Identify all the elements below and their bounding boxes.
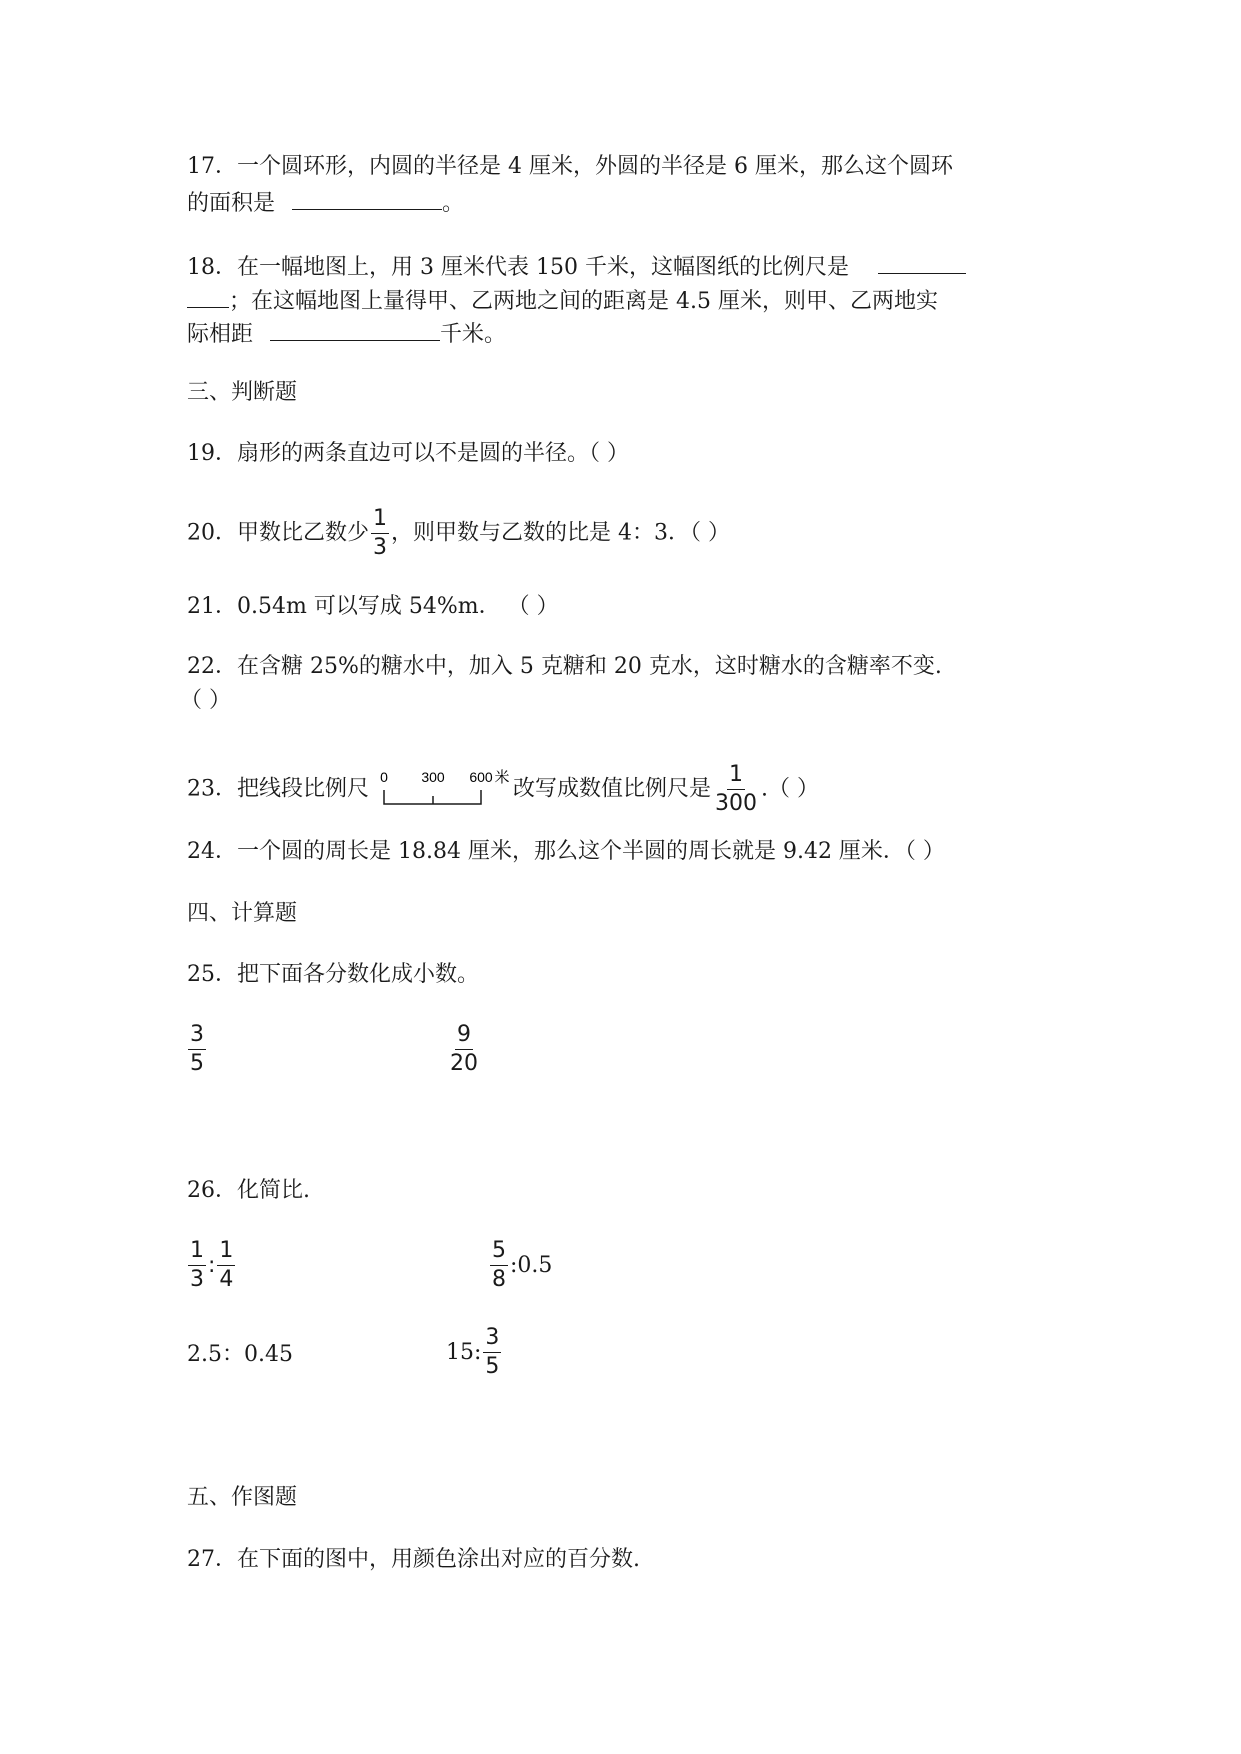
fraction-denominator: 4 [219, 1267, 234, 1292]
scale-bar-line [384, 790, 481, 804]
question-22-line1: 22．在含糖 25%的糖水中，加入 5 克糖和 20 克水，这时糖水的含糖率不变. [187, 654, 942, 679]
question-27: 27．在下面的图中，用颜色涂出对应的百分数. [187, 1547, 640, 1572]
question-24: 24．一个圆的周长是 18.84 厘米，那么这个半圆的周长就是 9.42 厘米．（ ） [187, 839, 945, 864]
answer-blank-continued[interactable] [187, 285, 229, 308]
answer-blank[interactable] [292, 187, 442, 210]
fraction-numerator: 1 [727, 762, 745, 790]
fraction-numerator: 3 [188, 1022, 206, 1050]
fraction-item [446, 1022, 482, 1077]
question-20-text: 20．甲数比乙数少 [187, 520, 369, 546]
line-segment-scale [376, 767, 510, 812]
section-heading: 四、计算题 [187, 901, 298, 926]
question-17-end: 。 [442, 191, 465, 216]
question-23-text-end: .（ ） [761, 776, 820, 802]
fraction-numerator: 1 [188, 1238, 206, 1266]
question-18-line1 [187, 251, 966, 283]
section-heading: 三、判断题 [187, 380, 298, 405]
fraction [713, 762, 759, 817]
question-18-text3: 际相距 [187, 322, 254, 347]
fraction-denominator: 20 [450, 1051, 478, 1076]
ratio-item: 2.5：0.45 [187, 1342, 293, 1367]
fraction-denominator: 5 [485, 1354, 500, 1379]
ratio-lead: 15: [446, 1340, 482, 1365]
fraction-numerator: 3 [483, 1325, 501, 1353]
fraction-item [186, 1022, 208, 1077]
fraction-denominator: 3 [190, 1267, 204, 1292]
ratio-colon: : [208, 1253, 216, 1278]
question-23-text: 23．把线段比例尺 [187, 776, 369, 802]
fraction-numerator: 1 [217, 1238, 235, 1266]
section-heading: 五、作图题 [187, 1485, 298, 1510]
question-18-text: 18．在一幅地图上，用 3 厘米代表 150 千米，这幅图纸的比例尺是 [187, 255, 849, 280]
question-22-line2: （ ） [180, 688, 231, 713]
question-18-end: 千米。 [440, 322, 507, 347]
fraction-denominator: 8 [492, 1267, 506, 1292]
fraction [217, 1238, 235, 1293]
question-25: 25．把下面各分数化成小数。 [187, 962, 479, 987]
question-23-text-mid: 改写成数值比例尺是 [513, 776, 712, 802]
fraction-denominator: 300 [715, 791, 758, 816]
fraction-numerator: 5 [490, 1238, 508, 1266]
fraction [188, 1238, 206, 1293]
scale-label: 0 [380, 768, 388, 785]
answer-blank[interactable] [878, 251, 966, 274]
question-20 [187, 506, 730, 561]
question-26: 26．化简比. [187, 1178, 310, 1203]
fraction [188, 1022, 206, 1077]
question-20-text-end: ，则甲数与乙数的比是 4：3．（ ） [391, 520, 730, 546]
question-21: 21．0.54m 可以写成 54%m． （ ） [187, 594, 559, 619]
fraction [371, 506, 389, 561]
question-17-line1: 17．一个圆环形，内圆的半径是 4 厘米，外圆的半径是 6 厘米，那么这个圆环 [187, 154, 953, 179]
scale-label: 600 [469, 768, 493, 785]
fraction [483, 1325, 501, 1380]
question-19: 19．扇形的两条直边可以不是圆的半径。（ ） [187, 441, 629, 466]
question-17-text: 的面积是 [187, 191, 276, 216]
scale-unit: 米 [494, 767, 510, 786]
question-18-line3 [187, 318, 506, 350]
ratio-item [488, 1238, 552, 1293]
question-23 [187, 762, 819, 817]
question-17-line2 [187, 187, 464, 219]
scale-label: 300 [421, 768, 445, 785]
fraction-denominator: 5 [190, 1051, 204, 1076]
ratio-rest: :0.5 [510, 1253, 553, 1278]
answer-blank[interactable] [270, 318, 440, 341]
ratio-item [186, 1238, 237, 1293]
ratio-item [446, 1325, 503, 1380]
question-18-text2: ；在这幅地图上量得甲、乙两地之间的距离是 4.5 厘米，则甲、乙两地实 [229, 289, 938, 314]
fraction [448, 1022, 480, 1077]
fraction [490, 1238, 508, 1293]
fraction-numerator: 1 [371, 506, 389, 534]
fraction-denominator: 3 [373, 535, 387, 560]
fraction-numerator: 9 [455, 1022, 473, 1050]
question-18-line2 [187, 285, 938, 317]
